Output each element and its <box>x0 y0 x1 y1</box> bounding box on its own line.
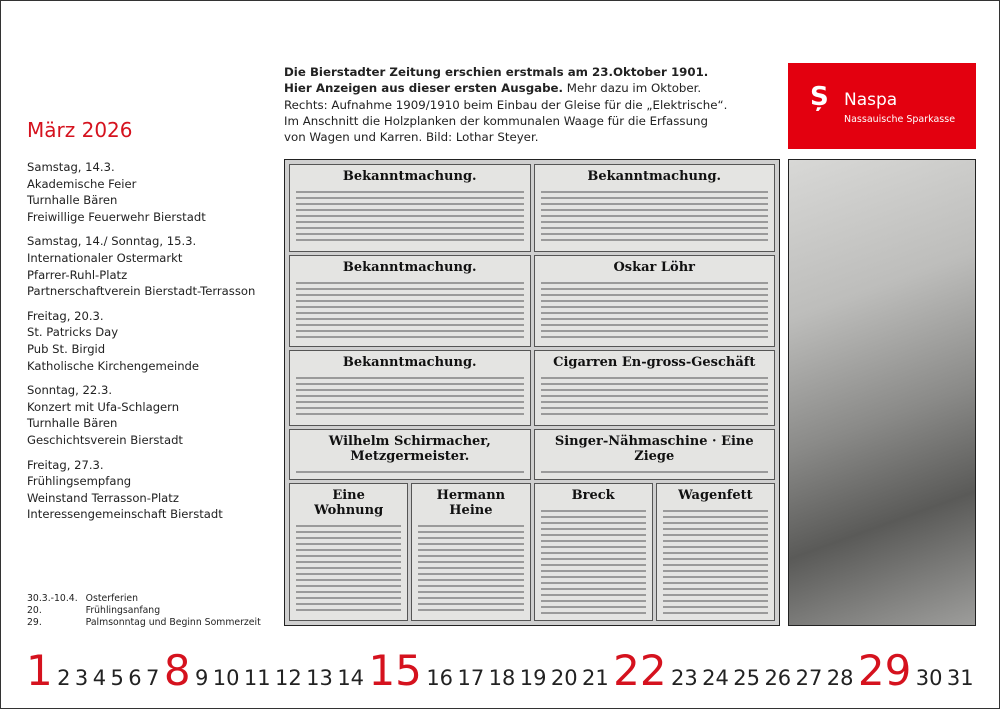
day-number: 19 <box>519 666 547 690</box>
events-list <box>27 159 255 531</box>
event-detail: Turnhalle Bären <box>27 416 118 431</box>
event-detail: Geschichtsverein Bierstadt <box>27 432 183 447</box>
event-detail: Turnhalle Bären <box>27 193 118 208</box>
holidays-table <box>27 593 269 629</box>
holiday-row <box>27 605 269 617</box>
photo-caption <box>284 64 784 145</box>
ad-heading: Eine Wohnung <box>314 488 384 518</box>
event-detail: Konzert mit Ufa-Schlagern <box>27 399 180 414</box>
ad-heading: Bekanntmachung. <box>587 169 722 184</box>
holiday-date: 30.3.-10.4. <box>27 593 78 604</box>
event-detail: Pfarrer-Ruhl-Platz <box>27 267 128 282</box>
newspaper-ad <box>289 164 531 252</box>
newspaper-ad <box>289 350 531 426</box>
caption-line: Im Anschnitt die Holzplanken der kommunalen Waage für die Erfassung <box>284 113 709 128</box>
day-number: 13 <box>306 666 333 690</box>
event-detail: Katholische Kirchengemeinde <box>27 358 200 373</box>
ad-heading: Wagenfett <box>678 488 753 503</box>
holiday-date: 29. <box>27 617 42 628</box>
holiday-date: 20. <box>27 605 42 616</box>
event-detail: Frühlingsempfang <box>27 474 132 489</box>
naspa-logo <box>788 63 976 149</box>
holiday-name: Osterferien <box>85 593 139 604</box>
holiday-row <box>27 617 269 629</box>
ad-text-lines <box>541 278 769 340</box>
ad-heading: Bekanntmachung. <box>342 355 477 370</box>
newspaper-ad <box>534 483 653 621</box>
day-number: 12 <box>275 666 302 690</box>
historic-street-photo <box>788 159 976 626</box>
caption-subheadline: Hier Anzeigen aus dieser ersten Ausgabe. <box>284 81 564 96</box>
caption-headline: Die Bierstadter Zeitung erschien erstmals am 23.Oktober 1901. <box>284 65 709 79</box>
holiday-name: Frühlingsanfang <box>85 605 161 616</box>
event-date: Samstag, 14.3. <box>27 160 115 174</box>
event-detail: Interessengemeinschaft Bierstadt <box>27 507 223 522</box>
day-number: 9 <box>194 666 209 690</box>
event-date: Sonntag, 22.3. <box>27 383 113 398</box>
event-item <box>27 308 255 374</box>
day-number: 26 <box>764 666 792 690</box>
event-date: Samstag, 14./ Sonntag, 15.3. <box>27 234 197 249</box>
newspaper-ad <box>411 483 530 621</box>
day-number: 31 <box>946 666 974 690</box>
logo-subtitle: Nassauische Sparkasse <box>844 114 956 125</box>
day-number: 30 <box>915 666 943 690</box>
caption-line: von Wagen und Karren. Bild: Lothar Steyer. <box>284 130 539 145</box>
event-item <box>27 159 255 225</box>
ad-heading: Wilhelm Schirmacher, Metzgermeister. <box>328 434 491 464</box>
day-number: 10 <box>212 666 240 690</box>
newspaper-ad <box>289 483 408 621</box>
event-detail: St. Patricks Day <box>27 325 119 340</box>
event-item <box>27 457 255 523</box>
day-number: 7 <box>146 666 160 690</box>
day-number: 4 <box>92 666 107 690</box>
event-detail: Freiwillige Feuerwehr Bierstadt <box>27 209 206 224</box>
event-detail: Internationaler Ostermarkt <box>27 250 183 265</box>
event-date: Freitag, 20.3. <box>27 308 104 323</box>
ad-heading: Singer-Nähmaschine · Eine Ziege <box>554 434 754 464</box>
day-number-sunday: 15 <box>368 646 422 695</box>
newspaper-ad <box>656 483 775 621</box>
holiday-row <box>27 593 269 605</box>
day-number: 3 <box>74 666 89 690</box>
day-number: 20 <box>550 666 578 690</box>
newspaper-ad <box>534 255 776 347</box>
logo-name: Naspa <box>844 90 898 110</box>
newspaper-ad <box>289 429 531 480</box>
day-number: 2 <box>57 666 71 690</box>
ad-text-lines <box>541 467 769 473</box>
ad-text-lines <box>541 187 769 245</box>
ad-text-lines <box>541 506 646 614</box>
newspaper-image <box>284 159 780 626</box>
ad-text-lines <box>541 373 769 419</box>
day-number: 14 <box>337 666 365 690</box>
event-detail: Weinstand Terrasson-Platz <box>27 490 179 505</box>
day-number-sunday: 1 <box>26 646 53 695</box>
day-number: 5 <box>110 666 124 690</box>
day-number: 27 <box>795 666 823 690</box>
event-item <box>27 382 255 448</box>
day-number: 6 <box>128 666 142 690</box>
event-detail: Pub St. Birgid <box>27 341 106 356</box>
event-detail: Akademische Feier <box>27 176 137 191</box>
ad-text-lines <box>663 506 768 614</box>
ad-text-lines <box>296 373 524 419</box>
ad-text-lines <box>296 187 524 245</box>
month-title: März 2026 <box>27 118 133 142</box>
day-number: 16 <box>426 666 454 690</box>
ad-heading: Hermann Heine <box>436 488 506 518</box>
day-numbers-row <box>26 646 974 695</box>
ad-text-lines <box>296 278 524 340</box>
caption-line: Rechts: Aufnahme 1909/1910 beim Einbau der Gleise für die „Elektrische“. <box>284 97 728 112</box>
newspaper-ad <box>534 429 776 480</box>
ad-heading: Bekanntmachung. <box>342 260 477 275</box>
day-number: 24 <box>702 666 729 690</box>
day-number: 23 <box>671 666 698 690</box>
newspaper-ad <box>289 255 531 347</box>
ad-heading: Breck <box>571 488 615 503</box>
day-number-sunday: 22 <box>613 646 667 695</box>
day-number-sunday: 29 <box>857 646 912 695</box>
ad-text-lines <box>418 521 523 614</box>
day-number: 28 <box>826 666 854 690</box>
caption-note: Mehr dazu im Oktober. <box>563 81 702 96</box>
ad-text-lines <box>296 467 524 473</box>
event-date: Freitag, 27.3. <box>27 457 104 472</box>
day-number: 17 <box>457 666 485 690</box>
day-number: 25 <box>733 666 761 690</box>
day-number: 11 <box>243 666 271 690</box>
day-number: 21 <box>582 666 609 690</box>
newspaper-ad <box>534 164 776 252</box>
ad-heading: Oskar Löhr <box>613 260 696 275</box>
ad-text-lines <box>296 521 401 614</box>
ad-heading: Bekanntmachung. <box>342 169 477 184</box>
newspaper-bottom-row <box>289 483 775 621</box>
day-number: 18 <box>488 666 516 690</box>
ad-heading: Cigarren En-gross-Geschäft <box>553 355 756 370</box>
event-detail: Partnerschaftverein Bierstadt-Terrasson <box>27 284 256 299</box>
newspaper-ad <box>534 350 776 426</box>
sparkasse-s-icon: Ș <box>810 82 829 112</box>
event-item <box>27 233 255 299</box>
holiday-name: Palmsonntag und Beginn Sommerzeit <box>85 617 261 628</box>
day-number-sunday: 8 <box>163 646 191 695</box>
